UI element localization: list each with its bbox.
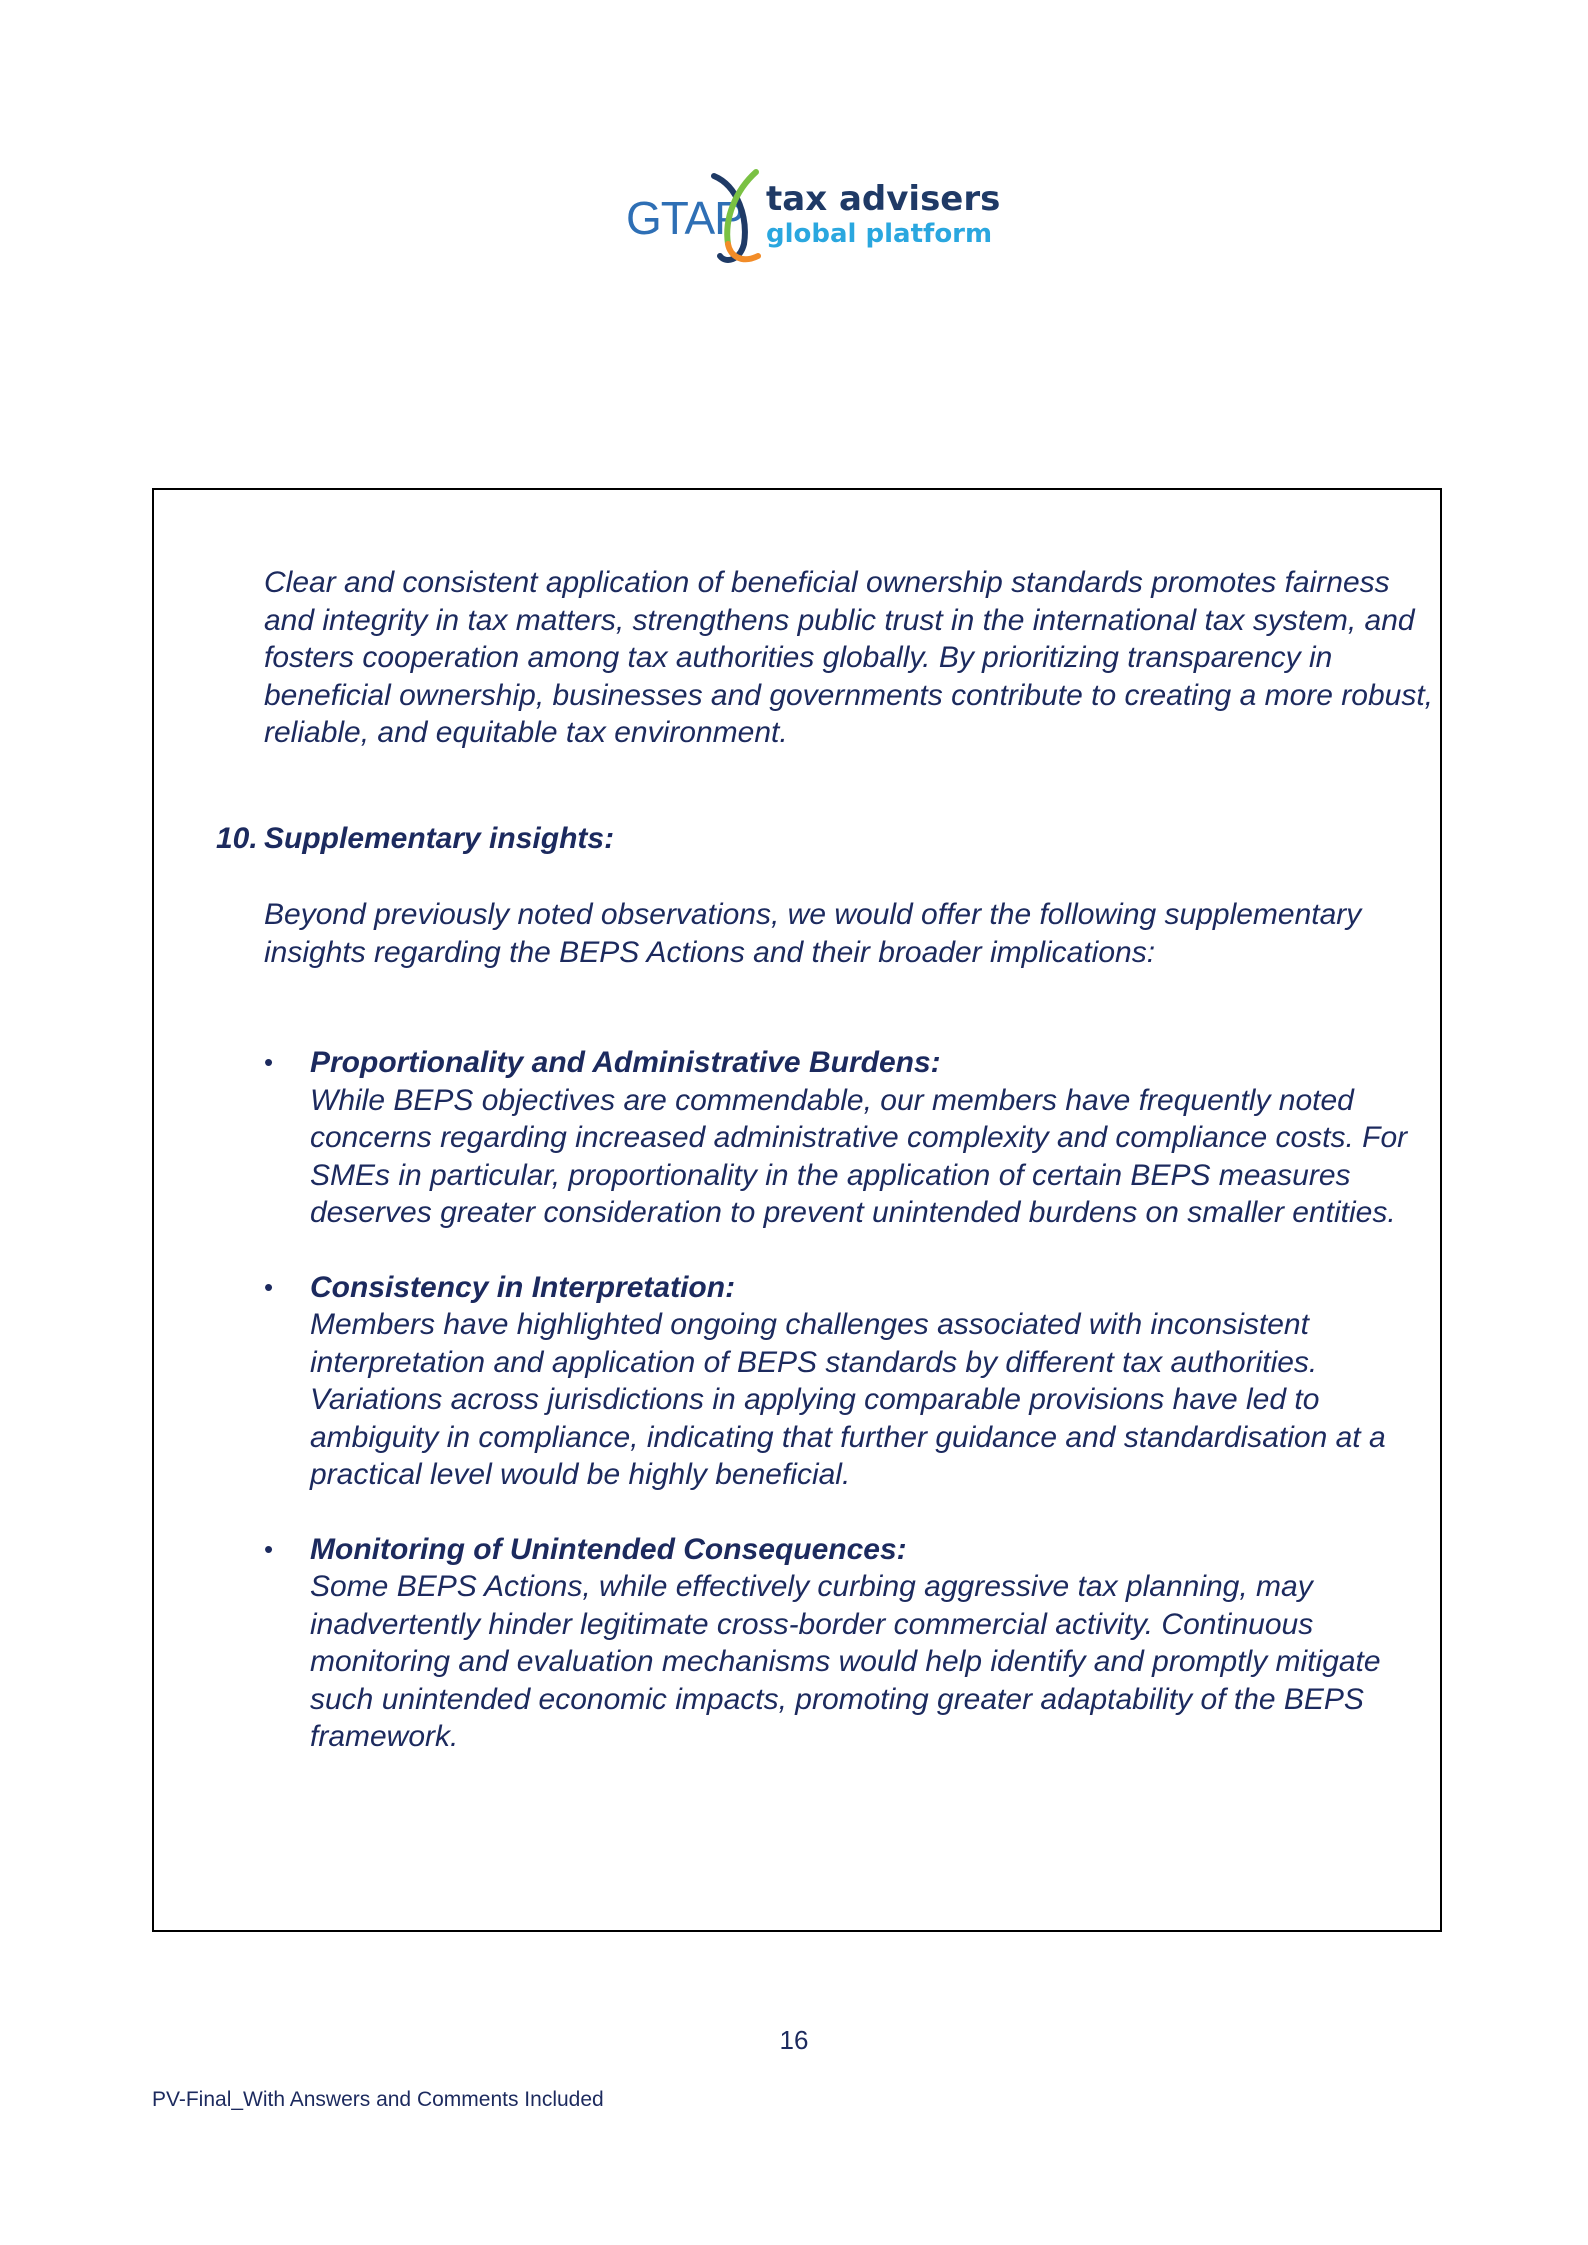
bullet-item-proportionality (264, 1044, 1434, 1232)
gtap-logo (626, 164, 1001, 268)
bullet-item-consistency (264, 1269, 1434, 1494)
section-title: Supplementary insights: (264, 822, 615, 855)
gtap-logo-graphic (626, 164, 1001, 268)
bullet-body: Some BEPS Actions, while effectively curbing aggressive tax planning, may inadvertently hinder legitimate cross-border commercial activity. Continuous monitoring and evaluation mechanisms would help identify and promptly mitigate such unintended economic impacts, promoting greater adaptability of the BEPS framework. (310, 1570, 1381, 1753)
page-number: 16 (779, 2025, 809, 2055)
bullet-body: Members have highlighted ongoing challenges associated with inconsistent interpretation and application of BEPS standards by different tax authorities. Variations across jurisdictions in applying comparable provisions have led to ambiguity in compliance, indicating that further guidance and standardisation at a practical level would be highly beneficial. (310, 1308, 1386, 1491)
bullet-title: Monitoring of Unintended Consequences: (310, 1532, 907, 1566)
content-box (152, 488, 1442, 1932)
logo-tagline-line1: tax advisers (766, 179, 1001, 219)
bullet-dot-icon: • (264, 1047, 274, 1077)
bullet-dot-icon: • (264, 1271, 274, 1302)
logo-mark-text: GTAP (626, 192, 744, 244)
section-number: 10. (216, 822, 258, 855)
logo-tagline-line2: global platform (766, 219, 993, 249)
section-lead-paragraph: Beyond previously noted observations, we would offer the following supplementary insights regarding the BEPS Actions and their broader implications: (264, 898, 1362, 969)
intro-paragraph: Clear and consistent application of beneficial ownership standards promotes fairness and integrity in tax matters, strengthens public trust in the international tax system, and fosters cooperation among tax authorities globally. By prioritizing transparency in beneficial ownership, businesses and governments contribute to creating a more robust, reliable, and equitable tax environment. (264, 566, 1433, 749)
bullet-title: Proportionality and Administrative Burdens: (310, 1046, 941, 1079)
bullet-item-monitoring (264, 1531, 1434, 1756)
document-footer: PV-Final_With Answers and Comments Included (152, 2088, 604, 2111)
bullet-body: While BEPS objectives are commendable, our members have frequently noted concerns regarding increased administrative complexity and compliance costs. For SMEs in particular, proportionality in the application of certain BEPS measures deserves greater consideration to prevent unintended burdens on smaller entities. (310, 1083, 1408, 1229)
insights-bullet-list (264, 1044, 1434, 1793)
section-heading (216, 820, 614, 858)
bullet-title: Consistency in Interpretation: (310, 1270, 736, 1304)
bullet-dot-icon: • (264, 1533, 274, 1564)
